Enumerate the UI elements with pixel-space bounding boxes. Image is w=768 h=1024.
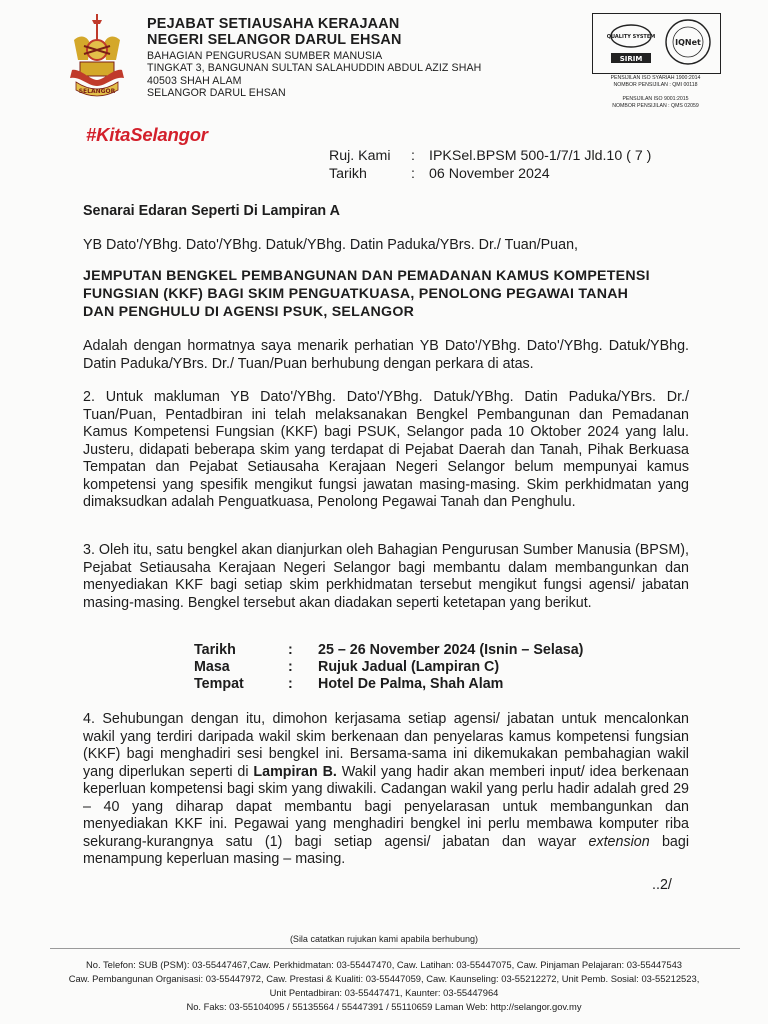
address-line: 40503 SHAH ALAM <box>147 75 242 87</box>
detail-value-date: 25 – 26 November 2024 (Isnin – Selasa) <box>318 642 584 658</box>
salutation: YB Dato'/YBhg. Dato'/YBhg. Datuk/YBhg. Datin Paduka/YBrs. Dr./ Tuan/Puan, <box>83 237 579 253</box>
org-name-line2: NEGERI SELANGOR DARUL EHSAN <box>147 32 402 48</box>
certification-badges <box>593 14 720 73</box>
footer-contact-line: Caw. Pembangunan Organisasi: 03-55447972, Caw. Prestasi & Kualiti: 03-55447059, Caw. Kaunseling: 03-55212272, Unit Pemb. Sosial: 03-55212523, <box>68 973 700 984</box>
letter-date: 06 November 2024 <box>429 166 550 182</box>
footer-note: (Sila catatkan rujukan kami apabila berhubung) <box>289 934 479 944</box>
paragraph-4-text: 4. Sehubungan dengan itu, dimohon kerjasama setiap agensi/ jabatan untuk mencalonkan wakil yang terdiri daripada wakil skim berkenaan dan penyelaras kamus kompetensi fungsian (KKF) bagi menghadiri sesi bengkel ini. Bersama-sama ini dikemukakan pembahagian wakil yang diperlukan seperti di <box>83 711 689 780</box>
footer-contact-line: Unit Pentadbiran: 03-55447471, Kaunter: 03-55447964 <box>269 987 499 998</box>
footer-contact-line: No. Telefon: SUB (PSM): 03-55447467,Caw. Perkhidmatan: 03-55447470, Caw. Latihan: 03-55447075, Caw. Pinjaman Pelajaran: 03-55447543 <box>85 959 683 970</box>
lampiran-b-ref: Lampiran B. <box>253 763 337 780</box>
ref-label: Ruj. Kami <box>329 148 391 164</box>
detail-colon: : <box>288 676 293 692</box>
date-colon: : <box>411 166 415 182</box>
paragraph-3: 3. Oleh itu, satu bengkel akan dianjurkan oleh Bahagian Pengurusan Sumber Manusia (BPSM), Pejabat Setiausaha Kerajaan Negeri Selangor bagi membantu dalam membangunkan dan menyediakan KKF bagi setiap skim perkhidmatan tersebut mengikut fungsi agensi/ jabatan masing-masing. Bengkel tersebut akan diadakan seperti ketetapan yang berikut. <box>83 542 689 611</box>
detail-label-time: Masa <box>194 659 230 675</box>
detail-label-date: Tarikh <box>194 642 236 658</box>
ref-number: IPKSel.BPSM 500-1/7/1 Jld.10 ( 7 ) <box>429 148 652 164</box>
address-line: BAHAGIAN PENGURUSAN SUMBER MANUSIA <box>147 50 383 62</box>
footer-divider <box>50 948 740 949</box>
paragraph-2: 2. Untuk makluman YB Dato'/YBhg. Dato'/YBhg. Datuk/YBhg. Datin Paduka/YBrs. Dr./ Tuan/Puan, Pentadbiran ini telah melaksanakan Bengkel Pembangunan dan Pemadanan Kamus Kompetensi Fungsian (KKF) bagi PSUK, Selangor pada 10 Oktober 2024 yang lalu. Justeru, didapati beberapa skim yang terdapat di Pejabat Daerah dan Tanah, Pihak Berkuasa Tempatan dan Pejabat Setiausaha Kerajaan Negeri Selangor belum mempunyai kamus kompetensi yang spesifik mengikut fungsi jawatan masing-masing. Skim perkhidmatan yang dimaksudkan adalah Penguatkuasa, Penolong Pegawai Tanah dan Penghulu. <box>83 389 689 510</box>
paragraph-4-text: Wakil yang hadir akan memberi input/ idea berkenaan keperluan kompetensi bagi skim yang diwakili. Cadangan wakil yang perlu hadir adalah gred 29 – 40 yang diharap dapat membantu bagi penyelarasan untuk membangunkan dan menyediakan KKF ini. Pegawai yang menghadiri bengkel ini perlu membawa komputer riba sekurang-kurangnya satu (1) bagi setiap agensi/ jabatan dan wayar <box>83 763 690 850</box>
cert-line: PENSIJILAN ISO SYARIAH 1900:2014 <box>610 75 701 81</box>
recipients-line: Senarai Edaran Seperti Di Lampiran A <box>83 203 340 219</box>
ref-colon: : <box>411 148 415 164</box>
org-name-line1: PEJABAT SETIAUSAHA KERAJAAN <box>147 16 400 32</box>
letter-title-line: DAN PENGHULU DI AGENSI PSUK, SELANGOR <box>83 304 415 320</box>
paragraph-4 <box>83 711 689 869</box>
cert-line: PENSIJILAN ISO 9001:2015 <box>622 96 689 102</box>
detail-label-venue: Tempat <box>194 676 244 692</box>
certification-box <box>592 13 721 74</box>
next-page-marker: ..2/ <box>652 877 672 893</box>
selangor-crest-logo <box>62 10 132 102</box>
detail-value-time: Rujuk Jadual (Lampiran C) <box>318 659 500 675</box>
cert-line: NOMBOR PENSIJILAN : QMS 02059 <box>612 103 699 109</box>
kita-selangor-hashtag: #KitaSelangor <box>86 124 208 145</box>
quality-system-badge: QUALITY SYSTEM <box>606 34 656 40</box>
crest-banner-text: SELANGOR <box>78 88 116 95</box>
footer-contact-line: No. Faks: 03-55104095 / 55135564 / 55447391 / 55110659 Laman Web: http://selangor.gov.my <box>186 1001 582 1012</box>
detail-colon: : <box>288 659 293 675</box>
cert-line: NOMBOR PENSIJILAN : QMI 00118 <box>613 82 698 88</box>
detail-value-venue: Hotel De Palma, Shah Alam <box>318 676 504 692</box>
paragraph-4-text: bagi menampung keperluan masing – masing. <box>83 833 689 867</box>
address-line: TINGKAT 3, BANGUNAN SULTAN SALAHUDDIN ABDUL AZIZ SHAH <box>147 62 482 74</box>
address-line: SELANGOR DARUL EHSAN <box>147 87 286 99</box>
extension-term: extension <box>588 833 650 850</box>
date-label: Tarikh <box>329 166 367 182</box>
paragraph-1: Adalah dengan hormatnya saya menarik perhatian YB Dato'/YBhg. Dato'/YBhg. Datuk/YBhg. Datin Paduka/YBrs. Dr./ Tuan/Puan berhubung dengan perkara di atas. <box>83 338 689 372</box>
sirim-label: SIRIM <box>619 55 643 63</box>
detail-colon: : <box>288 642 293 658</box>
letter-title-line: FUNGSIAN (KKF) BAGI SKIM PENGUATKUASA, PENOLONG PEGAWAI TANAH <box>83 286 629 302</box>
letter-title-line: JEMPUTAN BENGKEL PEMBANGUNAN DAN PEMADANAN KAMUS KOMPETENSI <box>83 268 650 284</box>
iqnet-label: IQNet <box>675 38 701 47</box>
